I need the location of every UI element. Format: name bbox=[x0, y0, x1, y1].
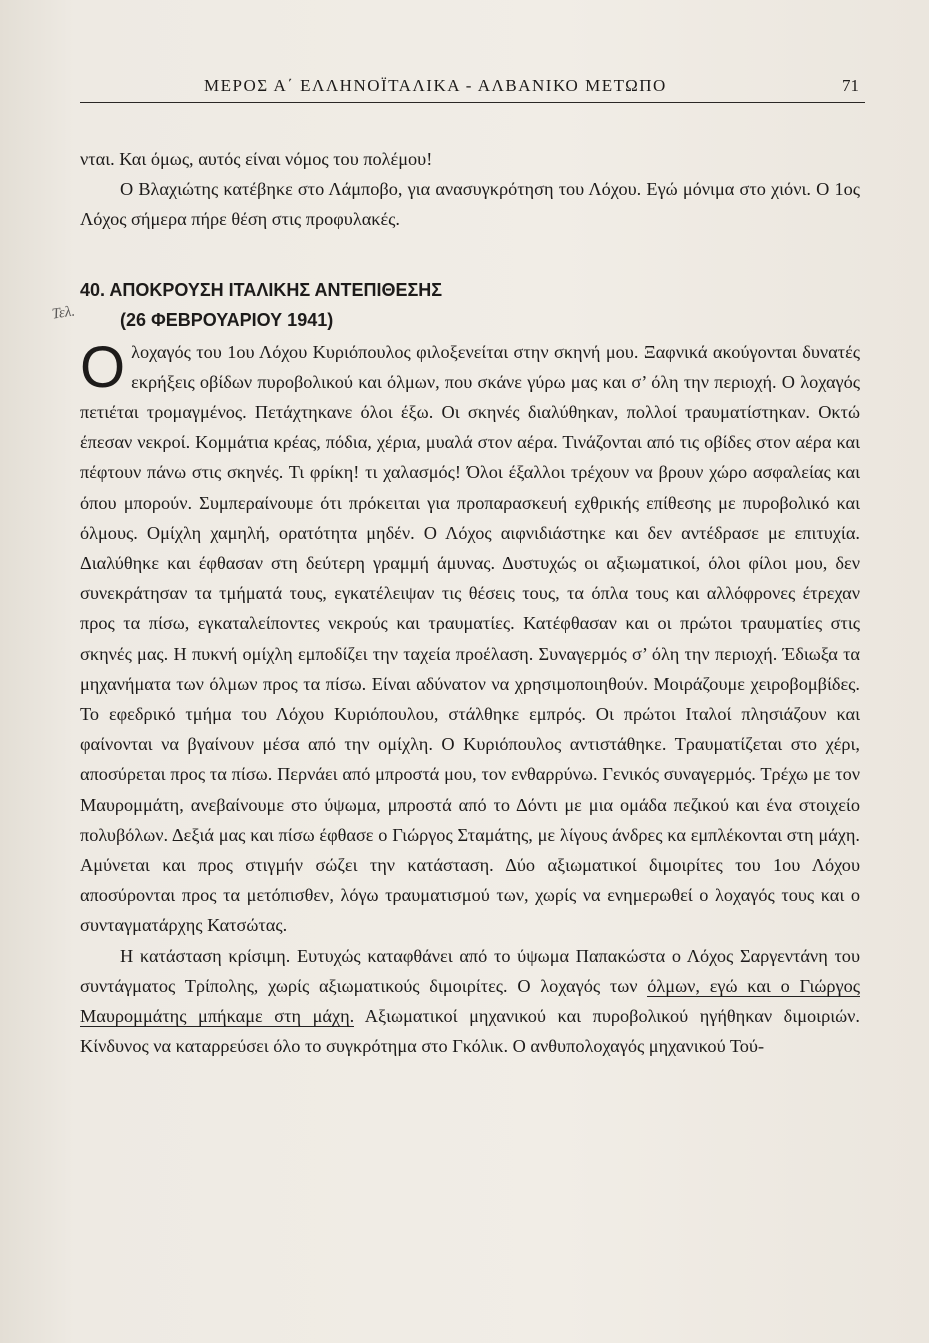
running-title: ΜΕΡΟΣ Α΄ ΕΛΛΗΝΟΪΤΑΛΙΚΑ - ΑΛΒΑΝΙΚΟ ΜΕΤΩΠΟ bbox=[204, 76, 667, 95]
paragraph-crisis-start: Η κατάσταση κρίσιμη. Ευτυχώς καταφθάνει από το ύψωμα Παπακώστα ο Λόχος Σαργεντάνη του συντάγματος Τρίπολης, χωρίς αξιωματικούς διμοιρίτες. Ο λοχαγός των bbox=[80, 945, 860, 996]
page-body bbox=[50, 144, 860, 1061]
drop-cap: Ο bbox=[80, 334, 126, 400]
section-date-row bbox=[50, 303, 860, 335]
paragraph-continued: νται. Και όμως, αυτός είναι νόμος του πολέμου! bbox=[80, 149, 433, 169]
paragraph-main bbox=[80, 334, 860, 941]
running-header bbox=[80, 76, 865, 103]
paragraph-main-text: λοχαγός του 1ου Λόχου Κυριόπουλος φιλοξενείται στην σκηνή μου. Ξαφνικά ακούγονται δυνατές εκρήξεις οβίδων πυροβολικού και όλμων, που σκάνε γύρω μας και σ’ όλη την περιοχή. Ο λοχαγός πετιέται τρομαγμένος. Πετάχτηκανε όλοι έξω. Οι σκηνές διαλύθηκαν, πολλοί τραυματίστηκαν. Οκτώ έπεσαν νεκροί. Κομμάτια κρέας, πόδια, χέρια, μυαλά στον αέρα. Τινάζονται από τις οβίδες στον αέρα και πέφτουν πάνω στις σκηνές. Τι φρίκη! τι χαλασμός! Όλοι έξαλλοι τρέχουν να βρουν χώρο ασφαλείας και όπου μπορούν. Συμπεραίνουμε ότι πρόκειται για προπαρασκευή εχθρικής επίθεσης με πυροβολικό και όλμους. Ομίχλη χαμηλή, ορατότητα μηδέν. Ο Λόχος αιφνιδιάστηκε και δεν αντέδρασε με επιτυχία. Διαλύθηκε και έφθασαν στη δεύτερη γραμμή άμυνας. Δυστυχώς οι αξιωματικοί, όλοι φίλοι μου, δεν συνεκράτησαν τα τμήματά τους, εγκατέλειψαν τις θέσεις τους, τα όπλα τους και αλλόφρονες έτρεχαν προς τα πίσω, εγκαταλείποντες νεκρούς και τραυματίες. Κατέφθασαν και οι πρώτοι τραυματίες στις σκηνές μας. Η πυκνή ομίχλη εμποδίζει την ταχεία προέλαση. Συναγερμός σ’ όλη την περιοχή. Έδιωξα τα μηχανήματα των όλμων προς τα πίσω. Είναι αδύνατον να χρησιμοποιηθούν. Μοιράζουμε χειροβομβίδες. Το εφεδρικό τμήμα του Λόχου Κυριόπουλου, στάλθηκε εμπρός. Οι πρώτοι Ιταλοί πλησιάζουν και φαίνονται να βγαίνουν μέσα από την ομίχλη. Ο Κυριόπουλος αντιστάθηκε. Τραυματίζεται στο χέρι, αποσύρεται προς τα πίσω. Περνάει από μπροστά μου, τον ενθαρρύνω. Γενικός συναγερμός. Τρέχω με τον Μαυρομμάτη, ανεβαίνουμε στο ύψωμα, μπροστά από το Δόντι με μια ομάδα πεζικού και ένα στοιχείο πολυβόλων. Δεξιά μας και πίσω έφθασε ο Γιώργος Σταμάτης, με λίγους άνδρες κα εμπλέκονται στη μάχη. Αμύνεται και προς στιγμήν σώζει την κατάσταση. Δύο αξιωματικοί διμοιρίτες του 1ου Λόχου αποσύρονται προς τα μετόπισθεν, λόγω τραυματισμού των, χωρίς να ενημερωθεί ο λοχαγός τους και ο συνταγματάρχης Κατσώτας. bbox=[80, 341, 860, 936]
page-number: 71 bbox=[842, 76, 859, 95]
paragraph-vlachiotis: Ο Βλαχιώτης κατέβηκε στο Λάμποβο, για ανασυγκρότηση του Λόχου. Εγώ μόνιμα στο χιόνι. Ο 1ος Λόχος σήμερα πήρε θέση στις προφυλακές. bbox=[80, 179, 860, 230]
margin-handwritten-note: Τελ. bbox=[50, 303, 77, 323]
section-heading: 40. ΑΠΟΚΡΟΥΣΗ ΙΤΑΛΙΚΗΣ ΑΝΤΕΠΙΘΕΣΗΣ bbox=[80, 279, 443, 300]
section-date: (26 ΦΕΒΡΟΥΑΡΙΟΥ 1941) bbox=[120, 309, 334, 330]
underlined-passage: όλμων, εγώ και ο Γιώργος Μαυρομμάτης μπήκαμε στη μάχη. bbox=[80, 975, 860, 1027]
paragraph-crisis bbox=[80, 941, 860, 1062]
paragraph-crisis-end: Αξιωματικοί μηχανικού και πυροβολικού ηγήθηκαν διμοιριών. Κίνδυνος να καταρρεύσει όλο το συγκρότημα στο Γκόλικ. Ο ανθυπολοχαγός μηχανικού Τού- bbox=[80, 1006, 860, 1057]
